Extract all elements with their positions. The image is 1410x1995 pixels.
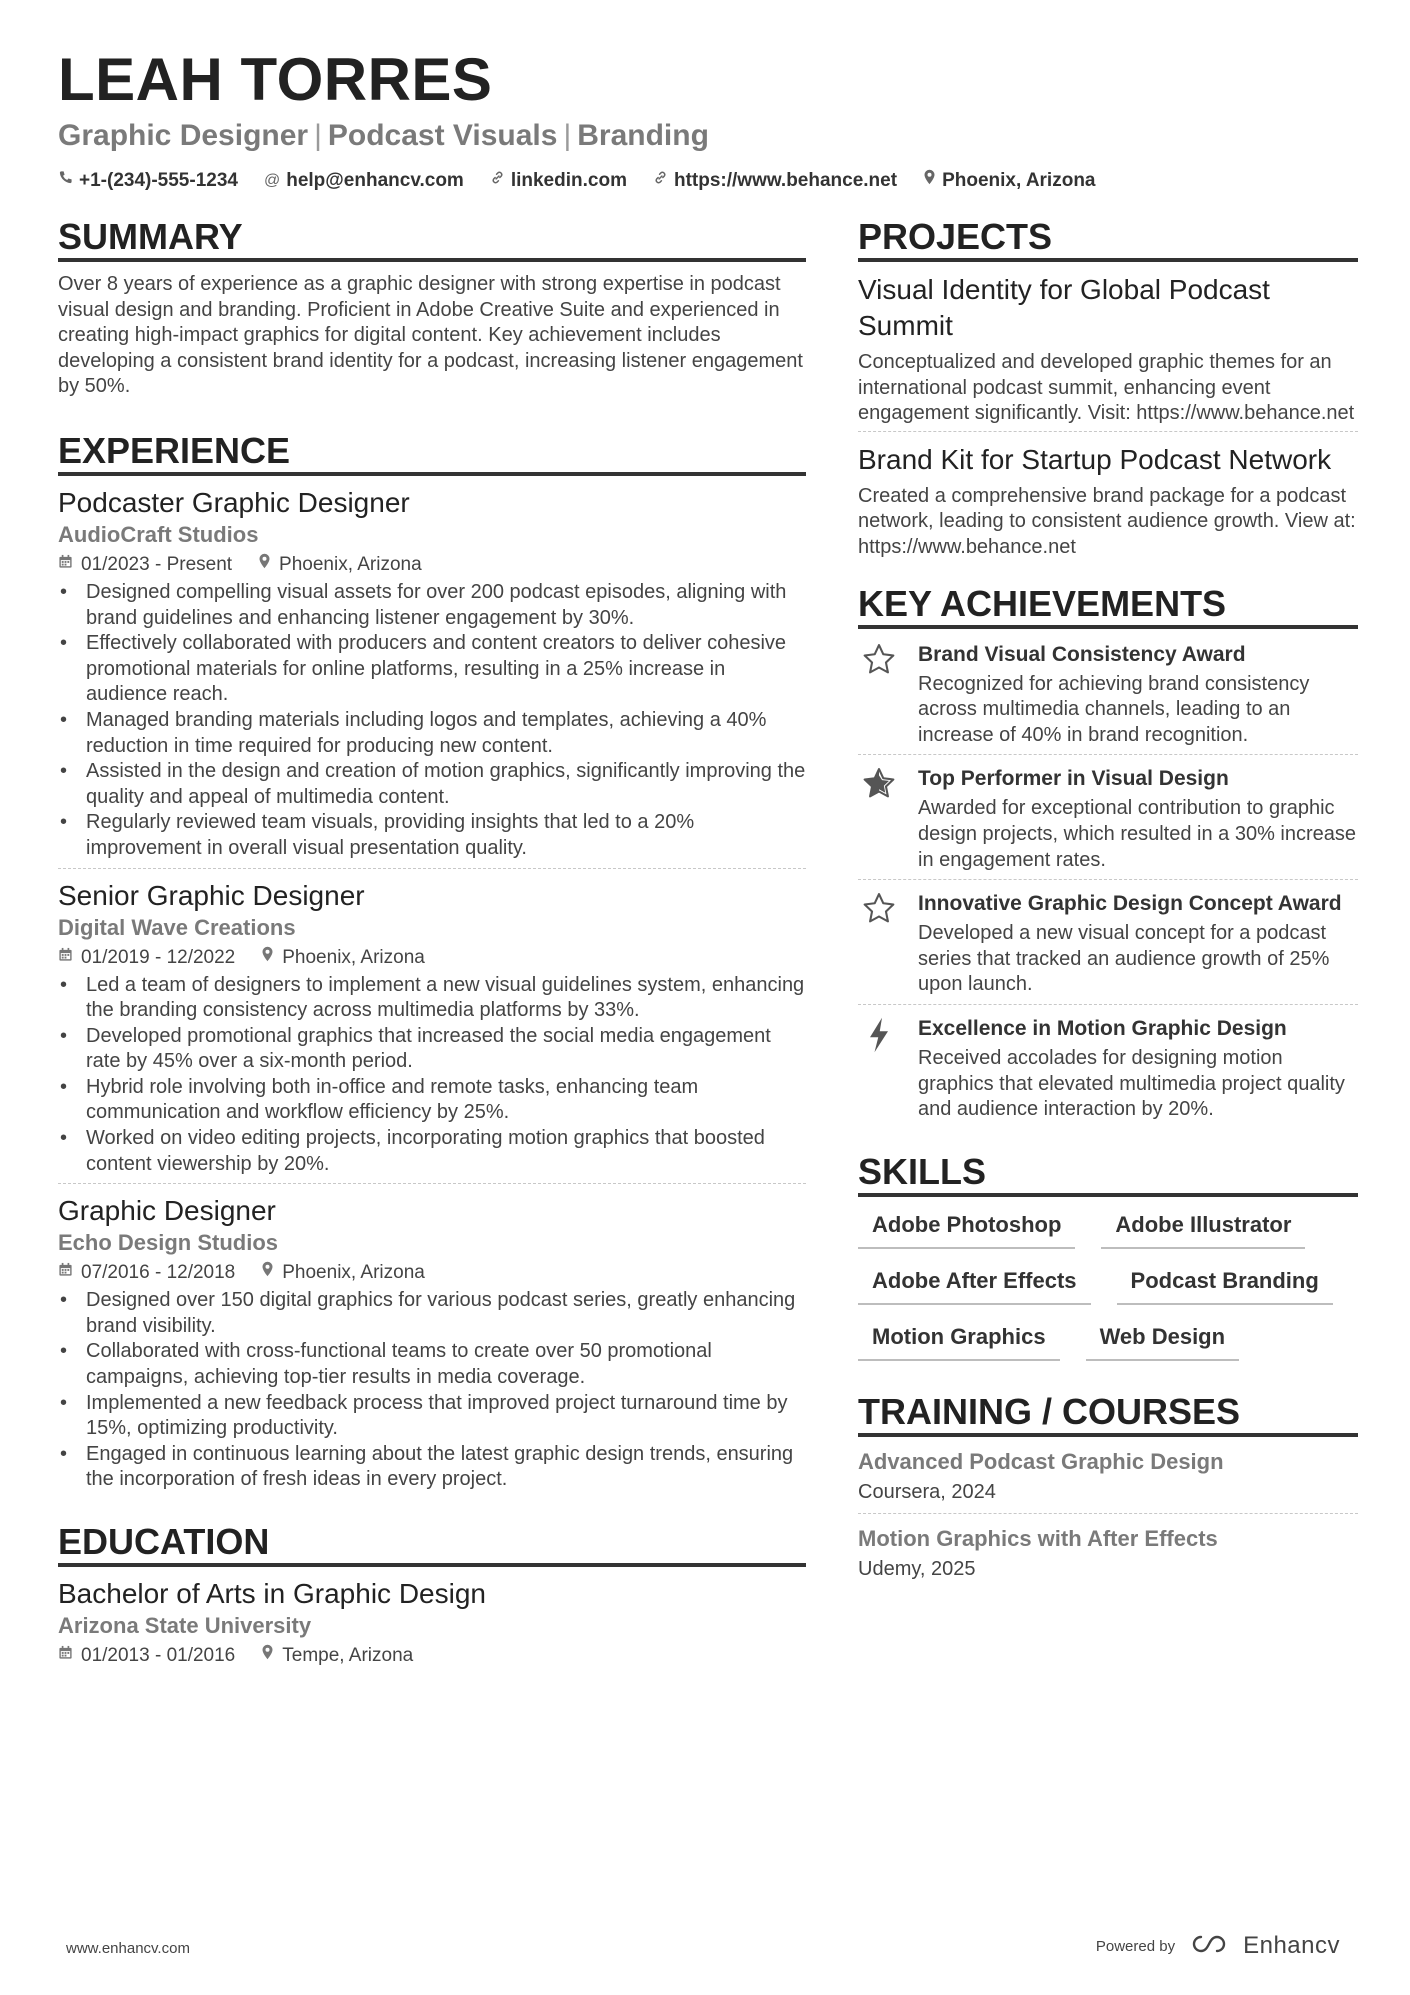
education-degree: Bachelor of Arts in Graphic Design [58,1578,486,1609]
achievement-body [918,765,1358,873]
star-half-icon [858,765,900,873]
star-outline-icon [858,641,900,749]
map-pin-icon [261,1643,274,1669]
achievement-entry [858,763,1358,880]
bullet-item: • Designed over 150 digital graphics for various podcast series, greatly enhancing brand visibility. [86,1288,806,1339]
skill-tag: Podcast Branding [1117,1263,1333,1305]
achievement-body [918,890,1358,998]
project-text: Created a comprehensive brand package for a podcast network, leading to consistent audience growth. View at: https://www.behance.net [858,484,1356,558]
job-bullets [58,973,806,1178]
skill-tag: Web Design [1086,1319,1240,1361]
job-company: AudioCraft Studios [58,521,259,547]
bullet-item: • Regularly reviewed team visuals, providing insights that led to a 20% improvement in overall visual presentation quality. [86,810,806,861]
map-pin-icon [261,945,274,971]
skill-tag: Adobe Illustrator [1101,1207,1305,1249]
course-source: Coursera, 2024 [858,1480,996,1503]
lightning-bolt-icon [858,1015,900,1123]
education-meta [58,1643,806,1669]
bullet-item: • Developed promotional graphics that increased the social media engagement rate by 45% over a six-month period. [86,1024,806,1075]
achievement-title: Excellence in Motion Graphic Design [918,1016,1287,1040]
footer-site-link[interactable]: www.enhancv.com [66,1940,190,1957]
job-entry [58,486,806,869]
powered-by-text: Powered by [1095,1937,1176,1955]
bullet-item: • Led a team of designers to implement a new visual guidelines system, enhancing the branding consistency across multimedia platforms by 33%. [86,973,806,1024]
enhancv-brand-name: Enhancv [1243,1932,1340,1959]
summary-text: Over 8 years of experience as a graphic designer with strong expertise in podcast visual design and branding. Proficient in Adobe Creative Suite and experienced in creating high-impact graphics for digital content. Key achievement includes developing a consistent brand identity for a podcast, increasing listener engagement by 50%. [58,273,803,398]
job-dates-text: 07/2016 - 12/2018 [81,1262,236,1284]
calendar-icon [58,1260,73,1286]
phone-text: +1-(234)-555-1234 [79,170,238,191]
section-heading: KEY ACHIEVEMENTS [858,583,1358,629]
link-icon [490,168,505,194]
bullet-item: • Effectively collaborated with producers and content creators to deliver cohesive promotional materials for online platforms, resulting in a 25% increase in audience reach. [86,631,806,708]
enhancv-logo-icon [1187,1933,1231,1959]
contact-website[interactable] [653,168,897,194]
location-text: Phoenix, Arizona [942,170,1096,191]
achievement-text: Received accolades for designing motion graphics that elevated multimedia project quality and audience interaction by 20%. [918,1046,1345,1121]
job-bullets [58,580,806,862]
left-column [58,216,806,1671]
achievement-title: Brand Visual Consistency Award [918,642,1246,666]
job-location [258,552,422,578]
achievement-body [918,641,1358,749]
title-separator: | [563,119,572,152]
job-location-text: Phoenix, Arizona [282,1262,425,1284]
course-entry [858,1447,1358,1514]
map-pin-icon [258,552,271,578]
footer-branding [1096,1932,1340,1960]
course-entry [858,1524,1358,1590]
section-heading: EDUCATION [58,1521,806,1567]
calendar-icon [58,945,73,971]
project-entry [858,442,1358,565]
job-bullets [58,1288,806,1493]
right-column [858,216,1358,1600]
skill-tag: Motion Graphics [858,1319,1060,1361]
bullet-item: • Implemented a new feedback process that improved project turnaround time by 15%, optimizing productivity. [86,1391,806,1442]
education-school: Arizona State University [58,1613,312,1638]
bullet-item: • Engaged in continuous learning about the latest graphic design trends, ensuring the incorporation of fresh ideas in every project. [86,1442,806,1493]
section-heading: EXPERIENCE [58,430,806,476]
job-dates [58,552,232,578]
calendar-icon [58,1643,73,1669]
candidate-name: LEAH TORRES [58,46,493,113]
education-dates-text: 01/2013 - 01/2016 [81,1645,236,1666]
skills-section [858,1151,1358,1361]
contact-phone[interactable] [58,168,238,194]
job-location [261,945,425,971]
link-icon [653,168,668,194]
achievement-entry [858,639,1358,756]
achievement-entry [858,1013,1358,1129]
project-title: Brand Kit for Startup Podcast Network [858,443,1332,475]
achievement-title: Top Performer in Visual Design [918,767,1229,791]
summary-section [58,216,806,400]
linkedin-text: linkedin.com [510,170,627,191]
job-location-text: Phoenix, Arizona [282,946,425,968]
experience-section [58,430,806,1499]
section-heading: TRAINING / COURSES [858,1391,1358,1437]
achievement-entry [858,888,1358,1005]
education-location [261,1643,413,1669]
project-text: Conceptualized and developed graphic themes for an international podcast summit, enhancing event engagement significantly. Visit: https://www.behance.net [858,351,1355,425]
map-pin-icon [923,168,936,194]
bullet-item: • Hybrid role involving both in-office and remote tasks, enhancing team communication and workflow efficiency by 25%. [86,1075,806,1126]
section-heading: SUMMARY [58,216,806,262]
job-dates [58,1260,235,1286]
projects-section [858,216,1358,565]
bullet-item: • Worked on video editing projects, incorporating motion graphics that boosted content viewership by 20%. [86,1126,806,1177]
section-heading: SKILLS [858,1151,1358,1197]
bullet-item: • Managed branding materials including logos and templates, achieving a 40% reduction in time required for producing new content. [86,708,806,759]
calendar-icon [58,552,73,578]
achievements-section [858,583,1358,1129]
title-part: Branding [577,119,709,152]
skills-list [858,1207,1358,1361]
job-company: Echo Design Studios [58,1230,279,1256]
training-section [858,1391,1358,1590]
job-role: Graphic Designer [58,1195,276,1227]
star-outline-icon [858,890,900,998]
section-heading: PROJECTS [858,216,1358,262]
project-title: Visual Identity for Global Podcast Summit [858,274,1270,341]
job-meta [58,1260,806,1286]
contact-email[interactable] [264,168,464,194]
bullet-item: • Designed compelling visual assets for over 200 podcast episodes, aligning with brand guidelines and enhancing listener engagement by 30%. [86,580,806,631]
education-dates [58,1643,235,1669]
course-title: Motion Graphics with After Effects [858,1525,1218,1551]
education-location-text: Tempe, Arizona [282,1645,414,1666]
skill-tag: Adobe Photoshop [858,1207,1075,1249]
achievement-text: Awarded for exceptional contribution to graphic design projects, which resulted in a 30% increase in engagement rates. [918,797,1357,871]
job-meta [58,552,806,578]
job-role: Podcaster Graphic Designer [58,486,410,518]
achievement-body [918,1015,1358,1123]
achievement-text: Developed a new visual concept for a podcast series that tracked an audience growth of 25% upon launch. [918,922,1330,996]
achievement-title: Innovative Graphic Design Concept Award [918,892,1342,916]
contact-bar [58,168,1096,194]
job-entry [58,1194,806,1499]
title-separator: | [314,119,322,152]
website-text: https://www.behance.net [673,170,898,191]
job-location-text: Phoenix, Arizona [279,553,422,575]
job-entry [58,879,806,1185]
email-text: help@enhancv.com [286,170,464,191]
achievement-text: Recognized for achieving brand consistency across multimedia channels, leading to an increase of 40% in brand recognition. [918,672,1310,746]
project-entry [858,272,1358,432]
education-section [58,1521,806,1669]
job-dates-text: 01/2019 - 12/2022 [81,946,236,968]
map-pin-icon [261,1260,274,1286]
skill-tag: Adobe After Effects [858,1263,1091,1305]
contact-linkedin[interactable] [490,168,627,194]
job-company: Digital Wave Creations [58,914,296,940]
job-dates-text: 01/2023 - Present [81,553,233,575]
title-part: Podcast Visuals [327,119,558,152]
bullet-item: • Assisted in the design and creation of motion graphics, significantly improving the quality and appeal of multimedia content. [86,759,806,810]
at-icon: @ [263,172,281,189]
phone-icon [58,168,73,194]
job-dates [58,945,235,971]
title-part: Graphic Designer [58,119,309,152]
job-location [261,1260,425,1286]
course-source: Udemy, 2025 [858,1557,976,1580]
job-role: Senior Graphic Designer [58,879,365,911]
course-title: Advanced Podcast Graphic Design [858,1448,1224,1474]
candidate-title [58,116,709,156]
job-meta [58,945,806,971]
bullet-item: • Collaborated with cross-functional teams to create over 50 promotional campaigns, achieving top-tier results in media coverage. [86,1339,806,1390]
contact-location [923,168,1095,194]
